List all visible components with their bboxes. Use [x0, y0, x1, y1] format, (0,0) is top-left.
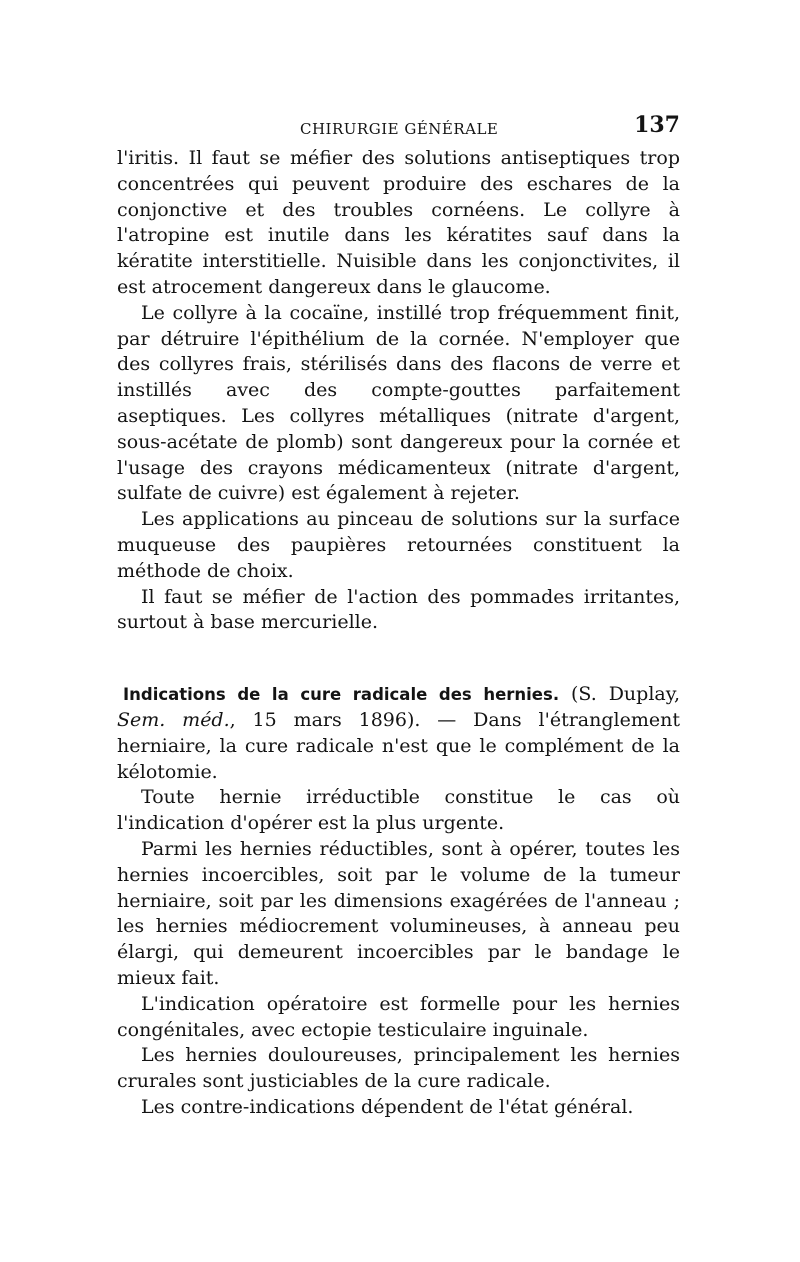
section-title: Indications de la cure radicale des hernies.	[123, 685, 560, 705]
paragraph-reductibles: Parmi les hernies réductibles, sont à opérer, toutes les hernies incoercibles, soit par le volume de la tumeur herniaire, soit par les dimensions exagérées de l'anneau ; les hernies médiocrement volumineuses, à anneau peu élargi, qui demeurent incoercibles par le bandage le mieux fait.	[117, 837, 680, 989]
section-source-journal: Sem. méd.	[117, 708, 230, 731]
book-page	[117, 112, 680, 1121]
paragraph-contre-indications: Les contre-indications dépendent de l'état général.	[141, 1095, 634, 1118]
section-source-open: (S. Duplay,	[571, 683, 680, 706]
section-source-date: , 15 mars 1896).	[229, 708, 421, 731]
paragraph-irreductible: Toute hernie irréductible constitue le cas où l'indication d'opérer est la plus urgente.	[117, 786, 680, 835]
section-hernies	[117, 682, 680, 785]
paragraph-pommades: Il faut se méfier de l'action des pommades irritantes, surtout à base mercurielle.	[117, 585, 680, 634]
paragraph-cocaine: Le collyre à la cocaïne, instillé trop fréquemment finit, par détruire l'épithélium de la cornée. N'employer que des collyres frais, stérilisés dans des flacons de verre et instillés avec des compte-gouttes parfaitement aseptiques. Les collyres métalliques (nitrate d'argent, sous-acétate de plomb) sont dangereux pour la cornée et l'usage des crayons médicamenteux (nitrate d'argent, sulfate de cuivre) est également à rejeter.	[117, 301, 680, 505]
section-intro: — Dans l'étranglement herniaire, la cure radicale n'est que le complément de la kélotomie.	[117, 708, 680, 783]
running-head	[117, 112, 680, 146]
paragraph-iritis: l'iritis. Il faut se méfier des solutions antiseptiques trop concentrées qui peuvent produire des eschares de la conjonctive et des troubles cornéens. Le collyre à l'atropine est inutile dans les kératites sauf dans la kératite interstitielle. Nuisible dans les conjonctivites, il est atrocement dangereux dans le glaucome.	[117, 147, 680, 298]
paragraph-applications: Les applications au pinceau de solutions sur la surface muqueuse des paupières retournées constituent la méthode de choix.	[117, 508, 680, 582]
body-text	[117, 146, 680, 1121]
paragraph-congenitales: L'indication opératoire est formelle pour les hernies congénitales, avec ectopie testiculaire inguinale.	[117, 992, 680, 1041]
paragraph-douloureuses: Les hernies douloureuses, principalement les hernies crurales sont justiciables de la cure radicale.	[117, 1044, 680, 1093]
page-number: 137	[634, 112, 680, 138]
running-title: CHIRURGIE GÉNÉRALE	[300, 120, 499, 138]
